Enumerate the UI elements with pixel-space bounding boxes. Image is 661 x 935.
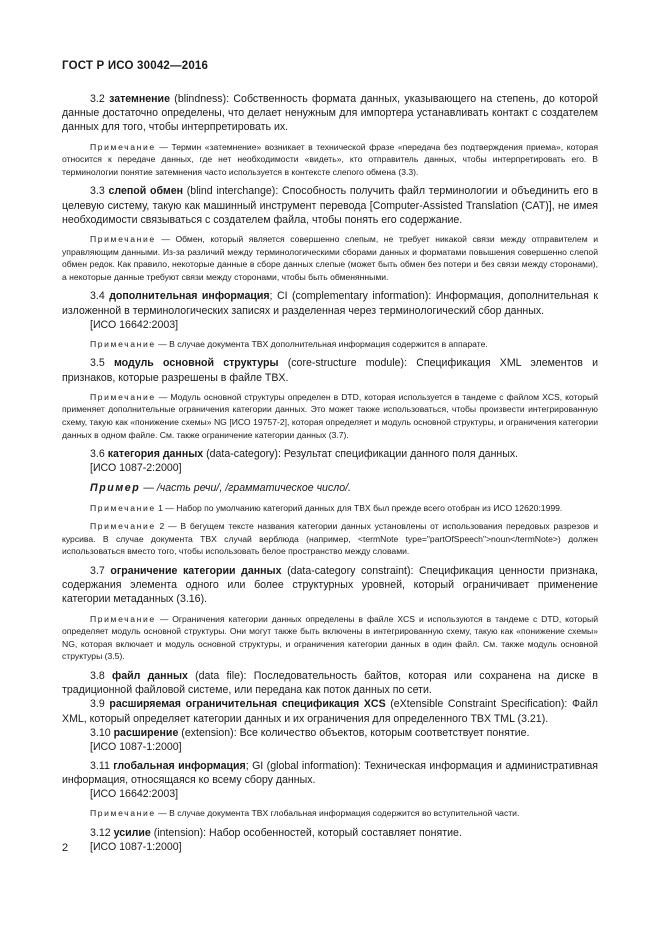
term-definition: ; CI (complementary information): Информация, дополнительная к изложенной в терминологических записях и разделенная через терминологический сбор данных. <box>62 290 598 317</box>
note-3-11 <box>62 807 598 820</box>
example-text: — /часть речи/, /грамматическое число/. <box>140 482 351 495</box>
note-3-6-1 <box>62 502 598 515</box>
term-entry-3-3 <box>62 184 598 227</box>
note-text: — В случае документа TBX глобальная информация содержится во вступительной части. <box>155 808 520 819</box>
term-entry-3-12 <box>62 826 598 840</box>
term-entry-3-4 <box>62 289 598 317</box>
note-label: Примечание <box>90 391 156 402</box>
term-entry-3-9 <box>62 697 598 725</box>
term-entry-3-7 <box>62 564 598 607</box>
entry-number: 3.5 <box>90 357 105 370</box>
term-definition: (blindness): Собственность формата данных, указывающего на степень, до которой данные достаточно определены, что делает ненужным для импортера устанавливать контакт с создателем данных для того, чтобы интерпретировать их. <box>62 93 598 134</box>
entry-number: 3.3 <box>90 185 105 198</box>
term-name: усилие <box>113 826 151 839</box>
term-definition: (data file): Последовательность байтов, которая или сохранена на диске в традиционной файловой системе, или передана как поток данных по сети. <box>62 669 598 697</box>
source-reference: [ИСО 16642:2003] <box>90 788 179 801</box>
entry-number: 3.10 <box>90 726 111 739</box>
term-name: дополнительная информация <box>109 290 270 303</box>
entry-number: 3.12 <box>90 826 111 839</box>
note-3-7 <box>62 613 598 663</box>
term-name: категория данных <box>107 448 204 461</box>
entry-number: 3.7 <box>90 564 105 577</box>
note-label: Примечание <box>90 808 156 819</box>
term-name: ограничение категории данных <box>110 564 282 577</box>
term-entry-3-2 <box>62 92 598 135</box>
note-3-2 <box>62 141 598 179</box>
term-name: слепой обмен <box>108 185 184 198</box>
entry-number: 3.11 <box>90 759 110 772</box>
note-text: — В случае документа TBX дополнительная информация содержится в аппарате. <box>155 338 488 349</box>
note-label: Примечание <box>90 141 156 152</box>
term-definition: (data-category): Результат спецификации данного поля данных. <box>203 448 519 461</box>
note-text: — Ограничения категории данных определены в файле XCS и используются в тандеме с DTD, который определяет модуль основной структуры. Они могут также быть включены в интегрированную схему, такую как «понижение схемы» NG, которая включает и модуль основной структуры, и ограничения категории данных в один файл. См. также модуль основной структуры (3.5). <box>62 613 598 662</box>
note-3-5 <box>62 391 598 441</box>
page-number: 2 <box>62 842 69 854</box>
source-reference: [ИСО 1087-1:2000] <box>90 841 182 854</box>
term-definition: (blind interchange): Способность получить файл терминологии и объединить его в целевую систему, такую как машинный инструмент перевода [Computer-Assisted Translation (CAT)], не имея необходимости связываться с создателем файла, чтобы понять его содержание. <box>62 185 598 226</box>
entry-number: 3.6 <box>90 448 105 461</box>
term-definition: (extension): Все количество объектов, которым соответствует понятие. <box>178 726 530 739</box>
note-label: Примечание <box>90 234 156 244</box>
term-entry-3-5 <box>62 356 598 384</box>
term-name: затемнение <box>109 93 170 105</box>
term-definition: (data-category constraint): Спецификация ценности признака, содержания элемента одного или более структурных уровней, который ограничивает применение категории метаданных (3.16). <box>62 564 598 606</box>
note-label: Примечание <box>90 613 156 624</box>
note-text: — Обмен, который является совершенно слепым, не требует никакой связи между отправителем и управляющим данными. Из-за различий между терминологическими сборами данных и форматами повышения совершенно слепой обмен редок. Как правило, некоторые данные в сборе данных слепые (может быть обмен без потери и без связи между сторонами), а некоторые данные требуют связи между сторонами, чтобы быть обменянными. <box>62 234 598 282</box>
source-reference: [ИСО 1087-1:2000] <box>90 740 182 753</box>
term-name: файл данных <box>111 669 188 682</box>
note-3-3 <box>62 233 598 283</box>
note-text: — Модуль основной структуры определен в DTD, которая используется в тандеме с файлом XCS, который применяет дополнительные ограничения категории данных. Это может также использоваться, чтобы произвести интегрированную схему, такую как «понижение схемы» NG [ИСО 19757-2], которая определяет и модуль основной структуры, и ограничения категории данных в одном файле. См. также ограничение категории данных (3.7). <box>62 391 598 440</box>
note-label: Примечание <box>90 502 156 513</box>
note-3-6-2 <box>62 520 598 558</box>
term-entry-3-11 <box>62 759 598 787</box>
note-label: Примечание <box>90 338 156 349</box>
entry-number: 3.9 <box>90 698 105 711</box>
entry-number: 3.2 <box>90 93 105 105</box>
term-entry-3-6 <box>62 447 598 461</box>
source-reference: [ИСО 1087-2:2000] <box>90 462 182 475</box>
source-reference: [ИСО 16642:2003] <box>90 318 179 331</box>
note-label: Примечание <box>90 521 156 532</box>
term-entry-3-10 <box>62 726 598 740</box>
term-name: глобальная информация <box>113 759 246 772</box>
note-text: 2 — В бегущем тексте названия категории данных установлены от использования передовых разрезов и курсива. В случае документа TBX случай верблюда (например, <termNote type="partOfSpeech">noun</termNote>) должен использоваться вместо того, чтобы использовать белое пространство между словами. <box>62 521 598 557</box>
note-text: — Термин «затемнение» возникает в технической фразе «передача без подтверждения приема», которая относится к передаче данных, где нет необходимости «видеть», кто отправитель данных, чтобы интерпретировать его. В терминологии понятие затемнения часто используется в контексте слепого обмена (3.3). <box>62 141 598 177</box>
term-name: расширяемая ограничительная спецификация XCS <box>109 698 386 711</box>
example-label: Пример <box>90 482 141 495</box>
term-definition: (eXtensible Constraint Specification): Файл XML, который определяет категории данных и их ограничения для определенного TBX TML (3.21). <box>62 698 598 725</box>
document-header: ГОСТ Р ИСО 30042—2016 <box>62 60 209 72</box>
term-name: расширение <box>113 726 179 739</box>
note-text: 1 — Набор по умолчанию категорий данных для TBX был прежде всего отобран из ИСО 12620:1999. <box>155 502 563 513</box>
document-body <box>62 92 598 860</box>
term-name: модуль основной структуры <box>113 357 279 370</box>
term-definition: ; GI (global information): Техническая информация и административная информация, относящаяся ко всему сбору данных. <box>62 759 598 787</box>
note-3-4 <box>62 338 598 351</box>
term-entry-3-8 <box>62 669 598 697</box>
entry-number: 3.8 <box>90 669 105 682</box>
example-3-6 <box>62 481 598 495</box>
entry-number: 3.4 <box>90 290 105 303</box>
term-definition: (intension): Набор особенностей, который составляет понятие. <box>150 826 462 839</box>
term-definition: (core-structure module): Спецификация XML элементов и признаков, которые разрешены в файле TBX. <box>62 357 599 384</box>
